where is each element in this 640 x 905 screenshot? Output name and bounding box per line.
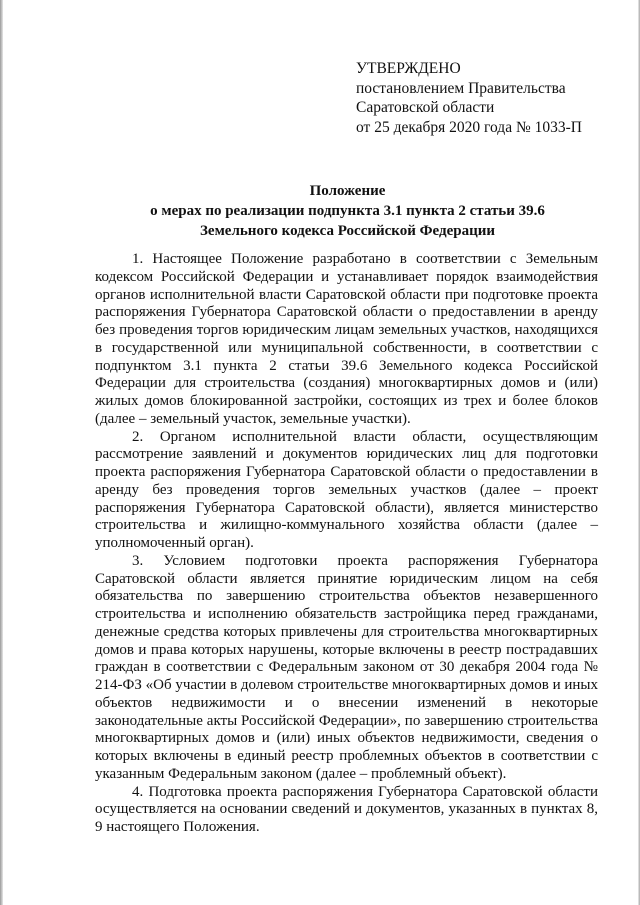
paragraph-3: 3. Условием подготовки проекта распоряжения Губернатора Саратовской области является принятие юридическим лицом на себя обязательства по завершению строительства объектов незавершенного строительства и исполнению обязательств застройщика перед гражданами, денежные средства которых привлечены для строительства многоквартирных домов и права которых нарушены, которые включены в реестр пострадавших граждан в соответствии с Федеральным законом от 30 декабря 2004 года № 214-ФЗ «Об участии в долевом строительстве многоквартирных домов и иных объектов недвижимости и о внесении изменений в некоторые законодательные акты Российской Федерации», по завершению строительства многоквартирных домов и (или) иных объектов недвижимости, сведения о которых включены в единый реестр проблемных объектов в соответствии с указанным Федеральным законом (далее – проблемный объект). — [95, 552, 598, 782]
approval-stamp-block — [356, 59, 582, 137]
approval-line: постановлением Правительства — [356, 79, 566, 97]
approval-line: Саратовской области — [356, 99, 495, 116]
paragraph-4: 4. Подготовка проекта распоряжения Губернатора Саратовской области осуществляется на основании сведений и документов, указанных в пунктах 8, 9 настоящего Положения. — [95, 783, 598, 835]
title-line: о мерах по реализации подпункта 3.1 пункта 2 статьи 39.6 — [150, 203, 545, 219]
paragraph-1: 1. Настоящее Положение разработано в соответствии с Земельным кодексом Российской Федерации и устанавливает порядок взаимодействия органов исполнительной власти Саратовской области при подготовке проекта распоряжения Губернатора Саратовской области о предоставлении в аренду без проведения торгов юридическим лицам земельных участков, находящихся в государственной или муниципальной собственности, в соответствии с подпунктом 3.1 пункта 2 статьи 39.6 Земельного кодекса Российской Федерации для строительства (создания) многоквартирных домов и (или) жилых домов блокированной застройки, состоящих из трех и более блоков (далее – земельный участок, земельные участки). — [95, 251, 598, 427]
approval-date-number: от 25 декабря 2020 года № 1033-П — [356, 118, 582, 136]
document-body — [95, 251, 598, 837]
paragraph-2: 2. Органом исполнительной власти области, осуществляющим рассмотрение заявлений и документов юридических лиц для подготовки проекта распоряжения Губернатора Саратовской области о предоставлении в аренду без проведения торгов земельных участков (далее – проект распоряжения Губернатора Саратовской области), является министерство строительства и жилищно-коммунального хозяйства области (далее – уполномоченный орган). — [95, 428, 598, 551]
title-line: Земельного кодекса Российской Федерации — [200, 223, 495, 239]
title-line: Положение — [309, 183, 386, 199]
scan-edge-left — [0, 0, 3, 905]
approval-heading: УТВЕРЖДЕНО — [356, 60, 461, 77]
document-title — [60, 181, 635, 241]
